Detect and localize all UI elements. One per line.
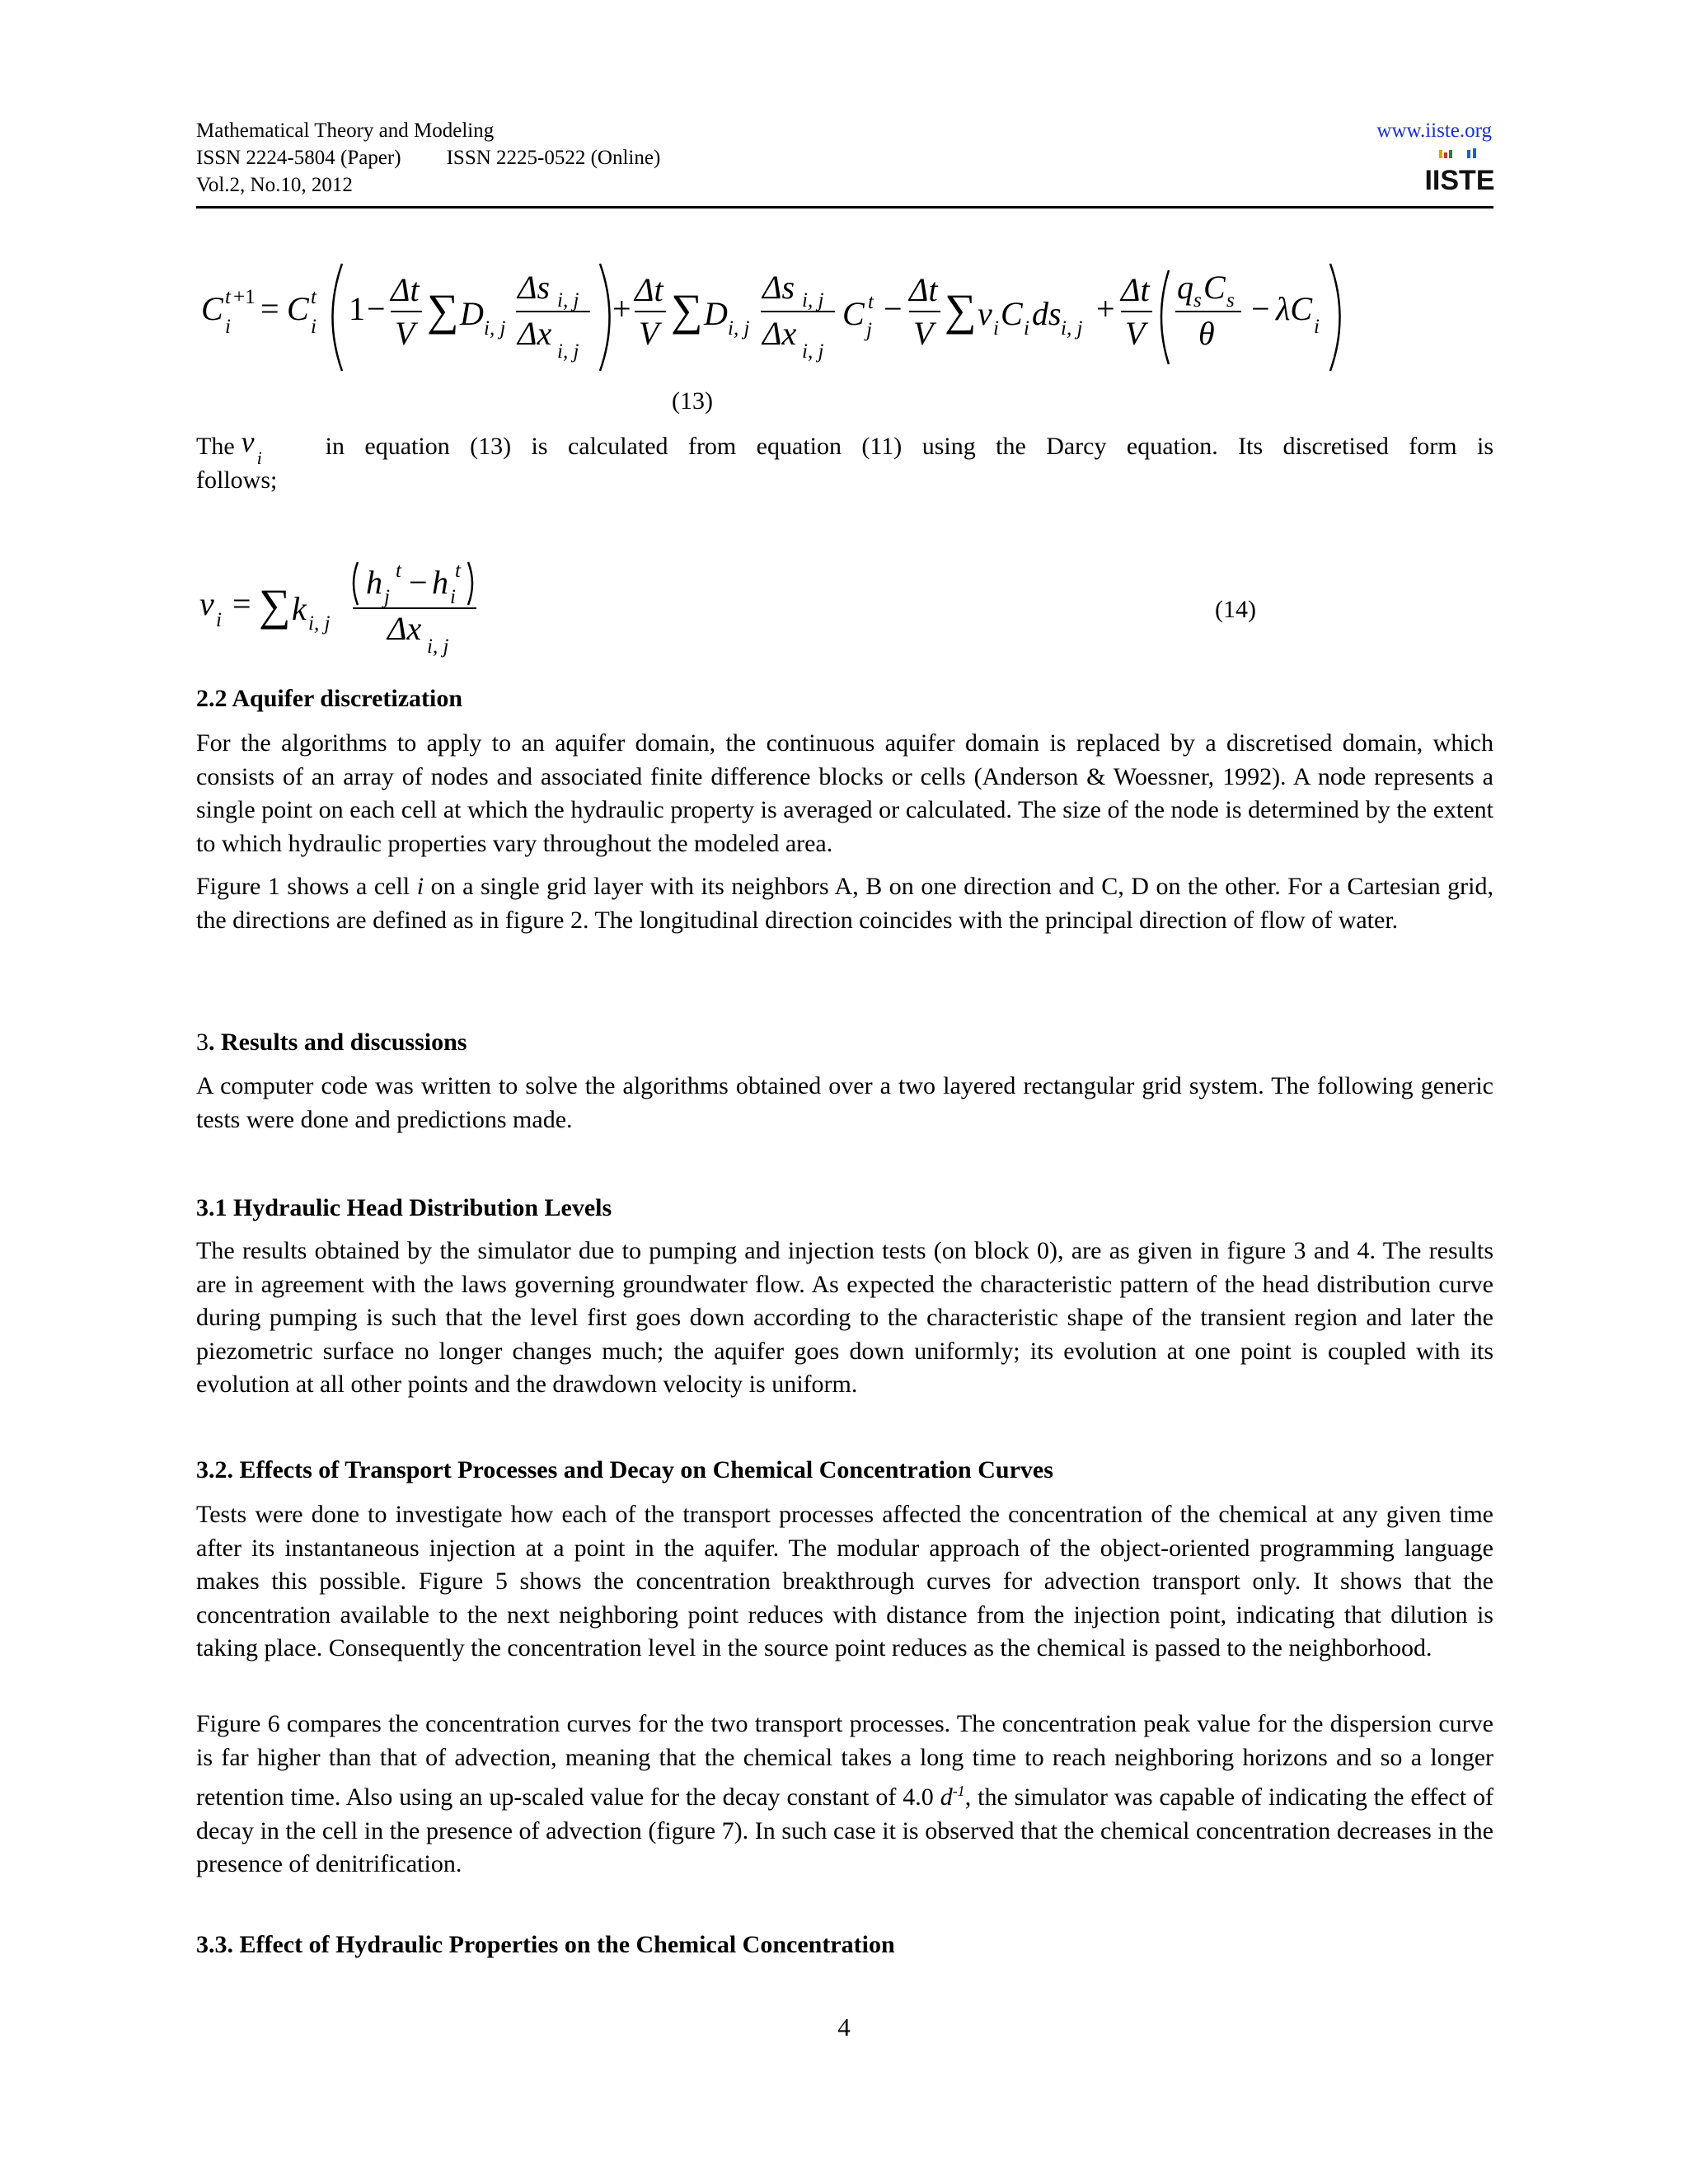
svg-text:ds: ds — [1032, 295, 1062, 332]
svg-text:j: j — [866, 319, 872, 341]
vi-text-tail: follows; — [196, 466, 278, 494]
paragraph-vi — [196, 425, 1493, 497]
cell-variable-i: i — [416, 873, 424, 900]
svg-text:t: t — [455, 560, 461, 582]
svg-text:i: i — [1314, 316, 1320, 338]
section-3-number: 3 — [196, 1029, 209, 1056]
equation-13 — [190, 255, 1352, 379]
section-3-heading — [196, 1026, 467, 1059]
eq13-term: C — [201, 290, 223, 327]
section-3-2-paragraph-1: Tests were done to investigate how each of the transport processes affected the concentration of the chemical at any given time after its instantaneous injection at a point in the aquifer. The modular approach of the object-oriented programming language makes this possible. Figure 5 shows the concentration breakthrough curves for advection transport only. It shows that the concentration available to the next neighboring point reduces with distance from the injection point, indicating that dilution is taking place. Consequently the concentration level in the source point reduces as the chemical is passed to the neighborhood. — [196, 1501, 1493, 1661]
svg-text:Δx: Δx — [387, 610, 422, 647]
section-2-2-paragraph-2 — [196, 870, 1493, 937]
website-link[interactable]: www.iiste.org — [1376, 120, 1492, 142]
svg-text:λC: λC — [1276, 290, 1313, 327]
svg-text:i: i — [993, 317, 999, 340]
issn-row — [196, 144, 1492, 171]
svg-text:V: V — [395, 315, 415, 352]
svg-text:D: D — [460, 295, 484, 332]
svg-text:−: − — [367, 290, 386, 327]
section-2-2-heading: 2.2 Aquifer discretization — [196, 685, 463, 712]
issn-online: ISSN 2225-0522 (Online) — [446, 147, 661, 169]
svg-text:i, j: i, j — [728, 317, 750, 340]
svg-text:i, j: i, j — [427, 635, 449, 658]
svg-text:1: 1 — [349, 290, 365, 327]
svg-text:D: D — [704, 295, 728, 332]
section-3-paragraph-1: A computer code was written to solve the algorithms obtained over a two layered rectangular grid system. The following generic tests were done and predictions made. — [196, 1072, 1493, 1133]
svg-text:s: s — [1193, 289, 1202, 312]
svg-text:s: s — [1226, 289, 1235, 312]
logo-text: IISTE — [1424, 165, 1495, 196]
page-number: 4 — [837, 2013, 851, 2041]
vi-text-before: The — [196, 433, 235, 460]
svg-text:i: i — [450, 586, 456, 608]
svg-text:i, j: i, j — [484, 317, 506, 340]
vi-symbol: v i — [241, 425, 262, 468]
svg-text:θ: θ — [1198, 315, 1215, 352]
svg-text:=: = — [260, 290, 279, 327]
issn-paper: ISSN 2224-5804 (Paper) — [196, 147, 401, 169]
journal-title: Mathematical Theory and Modeling — [196, 120, 495, 142]
svg-text:h: h — [432, 564, 448, 601]
svg-text:C: C — [287, 290, 309, 327]
svg-text:v: v — [978, 295, 992, 332]
volume-info: Vol.2, No.10, 2012 — [196, 174, 353, 196]
svg-text:i, j: i, j — [308, 612, 331, 635]
svg-text:C: C — [1203, 269, 1226, 306]
svg-text:+1: +1 — [233, 286, 256, 308]
journal-header — [196, 117, 1495, 199]
svg-text:Δt: Δt — [635, 271, 663, 308]
svg-text:=: = — [232, 585, 251, 622]
svg-text:t: t — [225, 286, 231, 308]
svg-text:V: V — [1125, 315, 1146, 352]
section-3-2-paragraph-2 — [196, 1708, 1493, 1882]
svg-text:j: j — [384, 586, 390, 608]
svg-text:V: V — [913, 315, 934, 352]
sec22-p2-part-a: Figure 1 shows a cell — [196, 873, 417, 900]
section-3-3-heading: 3.3. Effect of Hydraulic Properties on the Chemical Concentration — [196, 1931, 895, 1958]
svg-text:Δt: Δt — [391, 271, 420, 308]
svg-text:−: − — [409, 564, 428, 601]
svg-text:Δx: Δx — [762, 315, 797, 352]
svg-text:Δt: Δt — [909, 271, 938, 308]
svg-text:t: t — [311, 286, 316, 308]
svg-text:i: i — [216, 609, 222, 631]
svg-text:V: V — [639, 315, 659, 352]
sec32-p2-part-a: Figure 6 compares the concentration curves for the two transport processes. The concentration peak value for the dispersion curve is far higher than that of advection, meaning that the chemical takes a long time to reach neighboring horizons and so a longer retention time. Also using an up-scaled value for the decay constant of 4.0 — [196, 1710, 1493, 1811]
svg-text:v: v — [199, 585, 214, 622]
svg-text:C: C — [1001, 295, 1023, 332]
svg-text:k: k — [292, 590, 307, 627]
svg-text:−: − — [1251, 290, 1270, 327]
svg-text:i: i — [311, 316, 316, 338]
svg-text:+: + — [612, 290, 631, 327]
decay-unit: d — [940, 1783, 953, 1811]
svg-text:i, j: i, j — [557, 289, 579, 312]
svg-text:i, j: i, j — [557, 340, 579, 363]
iiste-logo — [1424, 148, 1495, 196]
svg-text:∑: ∑ — [259, 580, 291, 630]
section-2-2-paragraph-1: For the algorithms to apply to an aquifer domain, the continuous aquifer domain is replaced by a discretised domain, which consists of an array of nodes and associated finite difference blocks or cells (Anderson & Woessner, 1992). A node represents a single point on each cell at which the hydraulic property is averaged or calculated. The size of the node is determined by the extent to which hydraulic properties vary throughout the modeled area. — [196, 729, 1493, 857]
svg-text:i, j: i, j — [802, 289, 824, 312]
equation-13-number: (13) — [672, 387, 713, 415]
section-3-2-heading: 3.2. Effects of Transport Processes and Decay on Chemical Concentration Curves — [196, 1456, 1053, 1483]
section-3-1-heading: 3.1 Hydraulic Head Distribution Levels — [196, 1194, 612, 1221]
svg-text:t: t — [868, 291, 874, 313]
svg-text:Δx: Δx — [518, 315, 552, 352]
equation-14 — [196, 544, 542, 659]
equation-14-number: (14) — [1215, 596, 1256, 623]
section-3-1-paragraph-1: The results obtained by the simulator due to pumping and injection tests (on block 0), are as given in figure 3 and 4. The results are in agreement with the laws governing groundwater flow. As expected the characteristic pattern of the head distribution curve during pumping is such that the level first goes down according to the characteristic shape of the transient region and later the piezometric surface no longer changes much; the aquifer goes down uniformly; its evolution at one point is coupled with its evolution at all other points and the drawdown velocity is uniform. — [196, 1237, 1493, 1398]
svg-text:h: h — [366, 564, 382, 601]
header-rule — [196, 206, 1493, 209]
decay-unit-exponent: -1 — [952, 1783, 965, 1799]
svg-text:Δs: Δs — [762, 269, 795, 306]
svg-text:−: − — [884, 290, 903, 327]
svg-text:i: i — [1024, 317, 1029, 340]
svg-text:Δs: Δs — [518, 269, 551, 306]
svg-text:q: q — [1177, 269, 1193, 306]
svg-text:∑: ∑ — [945, 285, 977, 335]
svg-text:i, j: i, j — [802, 340, 824, 363]
svg-text:C: C — [842, 295, 865, 332]
svg-text:∑: ∑ — [427, 285, 459, 335]
svg-text:∑: ∑ — [671, 285, 703, 335]
svg-text:i, j: i, j — [1061, 317, 1083, 340]
svg-text:t: t — [396, 560, 401, 582]
svg-text:Δt: Δt — [1121, 271, 1150, 308]
svg-text:+: + — [1096, 290, 1115, 327]
sec32-p2-part-b: , the simulator was capable of indicating the effect of decay in the cell in the presence of advection (figure 7). In such case it is observed that the chemical concentration decreases in the presence of denitrification. — [196, 1783, 1493, 1877]
svg-text:i: i — [225, 316, 231, 338]
vi-text-after: in equation (13) is calculated from equation (11) using the Darcy equation. Its discretised form is — [325, 433, 1493, 460]
section-3-title: . Results and discussions — [209, 1029, 467, 1056]
sec22-p2-part-b: on a single grid layer with its neighbors A, B on one direction and C, D on the other. For a Cartesian grid, the directions are defined as in figure 2. The longitudinal direction coincides with the principal direction of flow of water. — [196, 873, 1493, 934]
